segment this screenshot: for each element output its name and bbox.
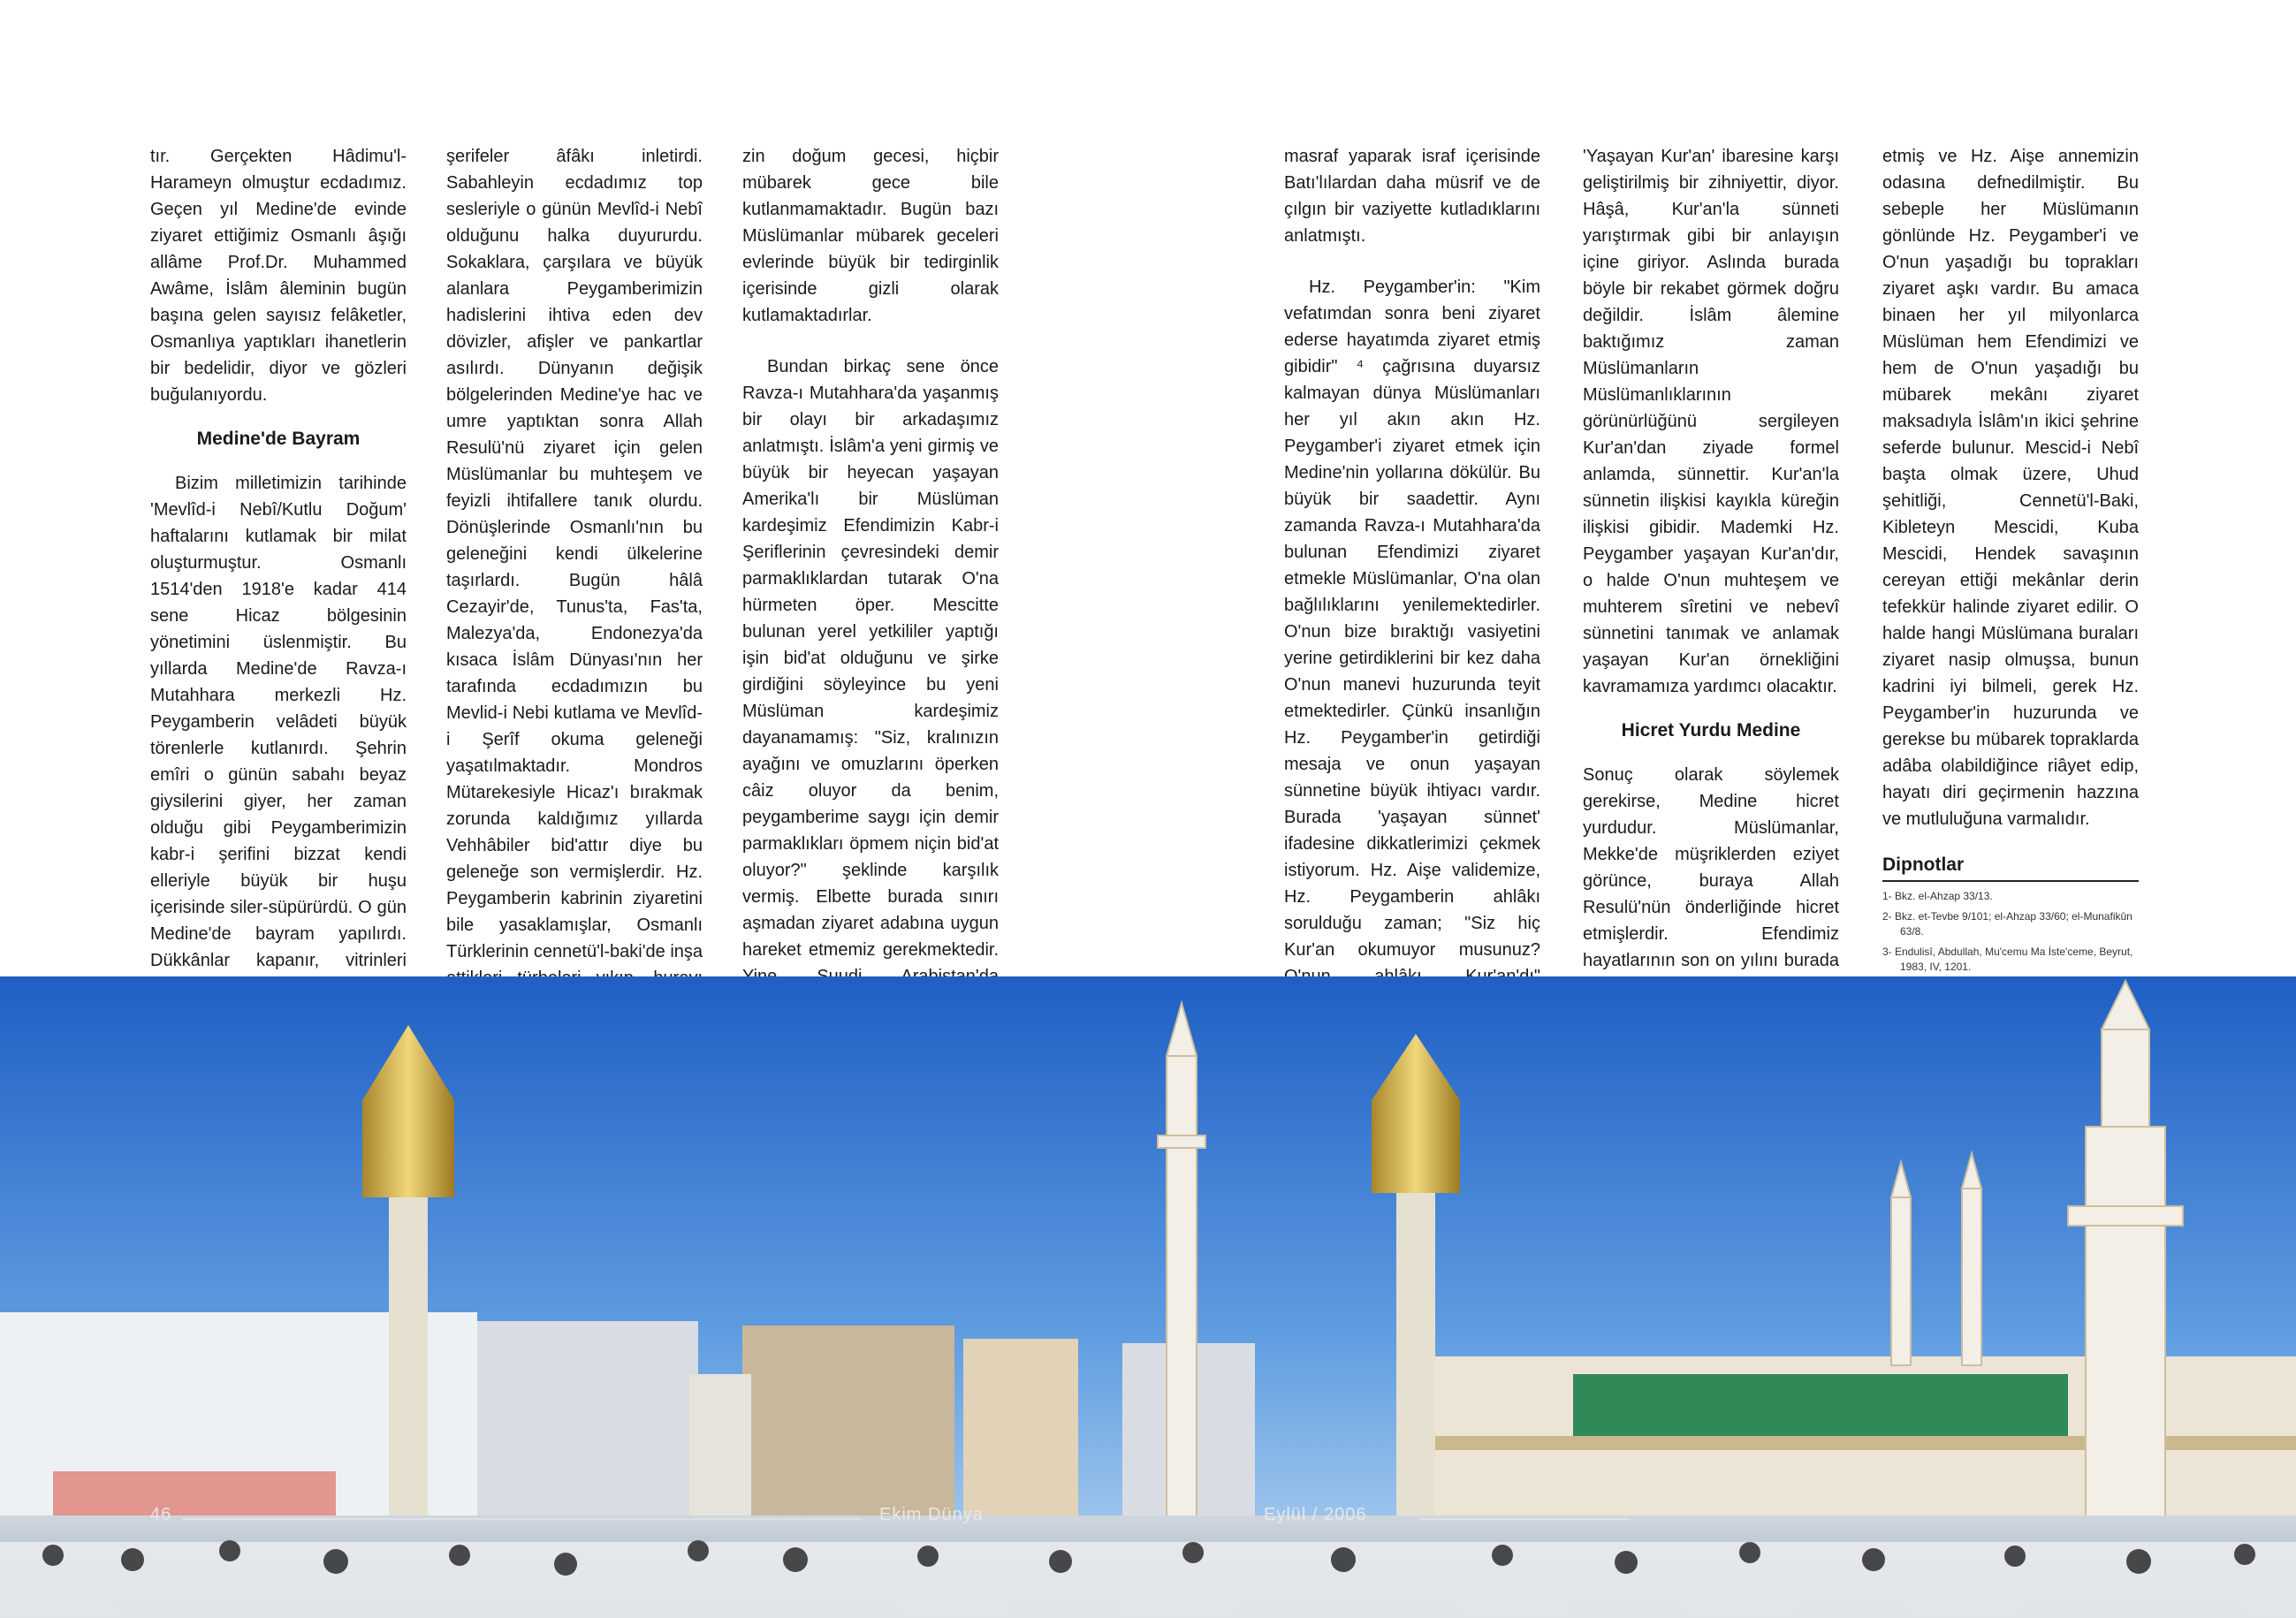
section-heading-hicret-yurdu: Hicret Yurdu Medine bbox=[1621, 720, 1801, 741]
paragraph: şerifeler âfâkı inletirdi. Sabahleyin ecdadımız top sesleriyle o günün Mevlîd-i Nebî olduğunu halka duyururdu. Sokaklara, çarşılara ve büyük alanlara Peygamberimizin hadislerini ihtiva eden dev dövizler, afişler ve pankartlar asılırdı. Dünyanın değişik bölgelerinden Medine'ye hac ve umre yaptıktan sonra Allah Resulü'nü ziyaret için gelen Müslümanlar bu muhteşem ve feyizli ihtifallere tanık olurdu. Dönüşlerinde Osmanlı'nın bu geleneğini kendi ülkelerine taşırlardı. Bugün hâlâ Cezayir'de, Tunus'ta, Fas'ta, Malezya'da, Endonezya'da kısaca İslâm Dünyası'nın her tarafında ecdadımızın bu Mevlid-i Nebi kutlama ve Mevlîd-i Şerîf okuma geleneği yaşatılmaktadır. Mondros Mütarekesiyle Hicaz'ı bırakmak zorunda kaldığımız yıllarda Vehhâbiler bid'attır diye bu geleneğe son vermişlerdir. Hz. Peygamberin kabrinin ziyaretini bile yasaklamışlar, Osmanlı Türklerinin cennetü'l-baki'de inşa bbox=[446, 147, 703, 961]
paragraph: etmiş ve Hz. Aişe annemizin odasına defnedilmiştir. Bu sebeple her Müslümanın gönlünde Hz. Peygamber'i ve O'nun yaşadığı bu toprakları ziyaret aşkı vardır. Bu amaca binaen her yıl milyonlarca Müslüman hem Efendimizi ve hem de O'nun yaşadığı bu mübarek mekânı ziyaret maksadıyla İslâm'ın ikici şehrine seferde bulunur. Mescid-i Nebî başta olmak üzere, Uhud şehitliği, Cennetü'l-Baki, Kibleteyn Mescidi, Kuba Mescidi, Hendek savaşının cereyan ettiği mekânlar derin tefekkür halinde ziyaret edilir. O halde hangi Müslümana buraları ziyaret nasip olmuşsa, bunun kadrini iyi bilmeli, gerek Hz. Peygamber'in huzurunda ve gerekse bu mübarek topraklarda adâba olabildiğince riâyet edip, hayatı diri geçirmenin hazzına ve mutluluğuna varmalıdır. bbox=[1882, 147, 2139, 829]
paragraph: zin doğum gecesi, hiçbir mübarek gece bile kutlanmamaktadır. Bugün bazı Müslümanlar mübarek geceleri evlerinde büyük bir tedirginlik içerisinde gizli olarak kutlamaktadırlar. bbox=[742, 147, 999, 325]
paragraph: masraf yaparak israf içerisinde Batı'lılardan daha müsrif ve de çılgın bir vaziyette kutladıklarını anlatmıştı. bbox=[1284, 147, 1540, 246]
footnote-item: 1- Bkz. el-Ahzap 33/13. bbox=[1882, 890, 1993, 902]
paragraph: Bizim milletimizin tarihinde 'Mevlîd-i Nebî/Kutlu Doğum' haftalarını kutlamak bir milat oluşturmuştur. Osmanlı 1514'den 1918'e kadar 414 sene Hicaz bölgesinin yönetimini üslenmiştir. Bu yıllarda Medine'de Ravza-ı Mutahhara merkezli Hz. Peygamberin velâdeti büyük törenlerle kutlanırdı. Şehrin emîri o günün sabahı beyaz giysilerini giyer, her zaman olduğu gibi Peygamberimizin kabr-i şerifini bizzat kendi elleriyle büyük bir huşu içerisinde siler-süpürürdü. O gün Medine'de bayram yapılırdı. Dükkânlar kapanır, vitrinleri bbox=[150, 474, 407, 970]
column-6 bbox=[1882, 143, 2139, 1000]
folio-rule-right bbox=[1418, 1518, 1631, 1520]
paragraph: Hz. Peygamber'in: "Kim vefatımdan sonra beni ziyaret ederse hayatımda ziyaret etmiş gibidir" ⁴ çağrısına duyarsız kalmayan dünya Müslümanları her yıl akın akın Hz. Peygamber'i ziyaret etmek için Medine'nin yollarına dökülür. Bu büyük bir saadettir. Aynı zamanda Ravza-ı Mutahhara'da bulunan Efendimizi ziyaret etmekle Müslümanlar, O'na olan bağlılıklarını yenilemektedirler. O'nun bize bıraktığı vasiyetini yerine getirdiklerini bir kez daha O'nun manevi huzurunda teyit etmektedirler. Çünkü insanlığın Hz. Peygamber'in getirdiği mesaja ve onun yaşayan sünnetine büyük ihtiyacı vardır. Burada 'yaşayan sünnet' ifadesine dikkatlerimizi çekmek istiyorum. Hz. Aişe validemize, Hz. Peygamberin ahlâkı sorulduğu zaman; "Siz hiç Kur'an okumuyor musunuz? bbox=[1284, 277, 1540, 960]
paragraph: Bundan birkaç sene önce Ravza-ı Mutahhara'da yaşanmış bir olayı bir arkadaşımız anlatmıştı. İslâm'a yeni girmiş ve büyük bir heyecan yaşayan Amerika'lı bir Müslüman kardeşimiz Efendimizin Kabr-i Şeriflerinin çevresindeki demir parmaklıklardan tutarak O'na hürmeten öper. Mescitte bulunan yerel yetkililer yaptığı işin bid'at olduğunu ve şirke girdiğini söyleyince bu yeni Müslüman kardeşimiz dayanamamış: "Siz, kralınızın ayağını ve omuzlarını öperken câiz oluyor da benim, peygamberime saygı için demir parmaklıkları öpmem niçin bid'at oluyor?" şeklinde karşılık vermiş. Elbette burada sınırı aşmadan ziyaret adabına uygun hareket etmemiz gerekmektedir. bbox=[742, 357, 999, 960]
left-page bbox=[0, 0, 1148, 976]
running-head-right: Eylül / 2006 bbox=[1264, 1505, 1367, 1524]
paragraph: tır. Gerçekten Hâdimu'l-Harameyn olmuştur ecdadımız. Geçen yıl Medine'de evinde ziyaret ettiğimiz Osmanlı âşığı allâme Prof.Dr. Muhammed Awâme, İslâm âleminin bugün başına gelen sayısız felâketler, Osmanlıya yaptıkları ihanetlerin bir bedelidir, diyor ve gözleri buğulanıyordu. bbox=[150, 147, 407, 405]
footnote-item: 2- Bkz. et-Tevbe 9/101; el-Ahzap 33/60; el-Munafikûn 63/8. bbox=[1882, 910, 2133, 938]
page-number-left: 46 bbox=[150, 1505, 172, 1524]
paragraph: 'Yaşayan Kur'an' ibaresine karşı geliştirilmiş bir zihniyettir, diyor. Hâşâ, Kur'an'la sünneti yarıştırmak gibi bir anlayışın içine giriyor. Aslında burada böyle bir rekabet görmek doğru değildir. İslâm âlemine baktığımız zaman Müslümanların Müslümanlıklarının görünürlüğünü sergileyen Kur'an'dan ziyade formel anlamda, sünnettir. Kur'an'la sünnetin ilişkisi kayıkla küreğin ilişkisi gibidir. Mademki Hz. Peygamber yaşayan Kur'an'dır, o halde O'nun muhteşem ve muhterem sîretini ve nebevî sünnetini tanımak ve anlamak yaşayan Kur'an örnekliğini kavramamıza yardımcı olacaktır. bbox=[1583, 147, 1839, 696]
section-heading-medine-bayram: Medine'de Bayram bbox=[196, 429, 361, 449]
footnotes-title: Dipnotlar bbox=[1882, 852, 2139, 882]
folio-rule-left bbox=[182, 1518, 863, 1520]
running-head-left: Ekim Dünya bbox=[879, 1505, 984, 1524]
right-page bbox=[1148, 0, 2296, 976]
footnote-item: 3- Endulisî, Abdullah, Mu'cemu Ma İste'ceme, Beyrut, 1983, IV, 1201. bbox=[1882, 946, 2133, 973]
masjid-nabawi-panorama-photo bbox=[0, 976, 2296, 1618]
paragraph: Sonuç olarak söylemek gerekirse, Medine hicret yurdudur. Müslümanlar, Mekke'de müşriklerden eziyet görünce, buraya Allah Resulü'nün önderliğinde hicret etmişlerdir. Efendimiz hayatlarının son on yılını burada bbox=[1583, 765, 1839, 970]
